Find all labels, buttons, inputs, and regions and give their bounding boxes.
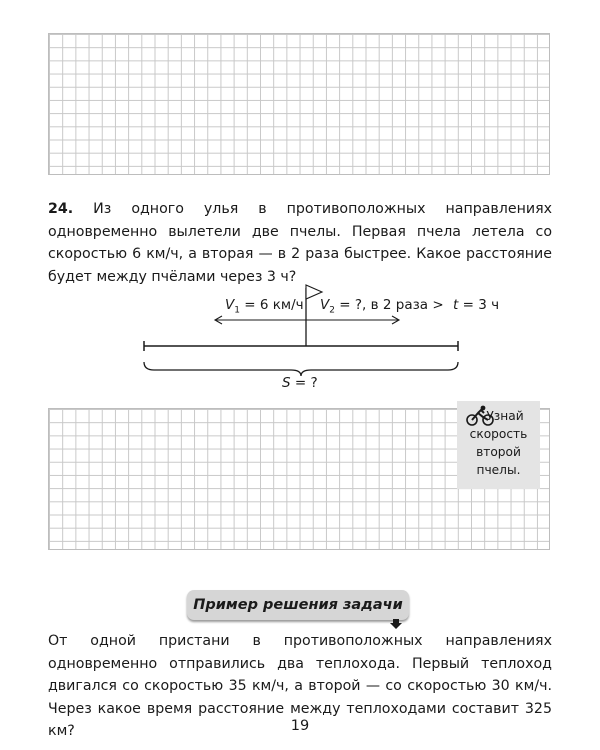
task-24 (48, 198, 552, 288)
hint-box (457, 401, 540, 489)
arrow-down-icon (390, 619, 402, 629)
v2-label: $V_2$ = ?, в 2 раза > (320, 297, 444, 316)
hint-line-4: пчелы. (476, 463, 521, 477)
distance-brace (144, 362, 458, 376)
distance-label: S = ? (282, 375, 318, 391)
v1-label: $V_1 = 6$ км/ч (225, 297, 304, 316)
hint-line-2: скорость (469, 427, 528, 441)
hint-line-3: второй (476, 445, 521, 459)
motion-diagram (0, 280, 600, 390)
page-number: 19 (290, 718, 310, 734)
time-label: t = 3 ч (453, 297, 500, 313)
answer-grid-top (48, 33, 550, 175)
example-text: От одной пристани в противоположных направлениях одновременно отправились два теплохода. Первый теплоход двигался со скоростью 35 км/ч, а второй — со скоростью 30 км/ч. Через какое время расстояние между теплоходами составит 325 км? (48, 633, 552, 739)
task-text: Из одного улья в противоположных направлениях одновременно вылетели две пчелы. Первая пчела летела со скоростью 6 км/ч, а вторая — в 2 раза быстрее. Какое расстояние будет между пчёлами через 3 ч? (48, 201, 553, 285)
task-number: 24. (48, 201, 74, 217)
example-banner: Пример решения задачи (187, 590, 409, 620)
hint-line-1: Узнай (486, 409, 524, 423)
